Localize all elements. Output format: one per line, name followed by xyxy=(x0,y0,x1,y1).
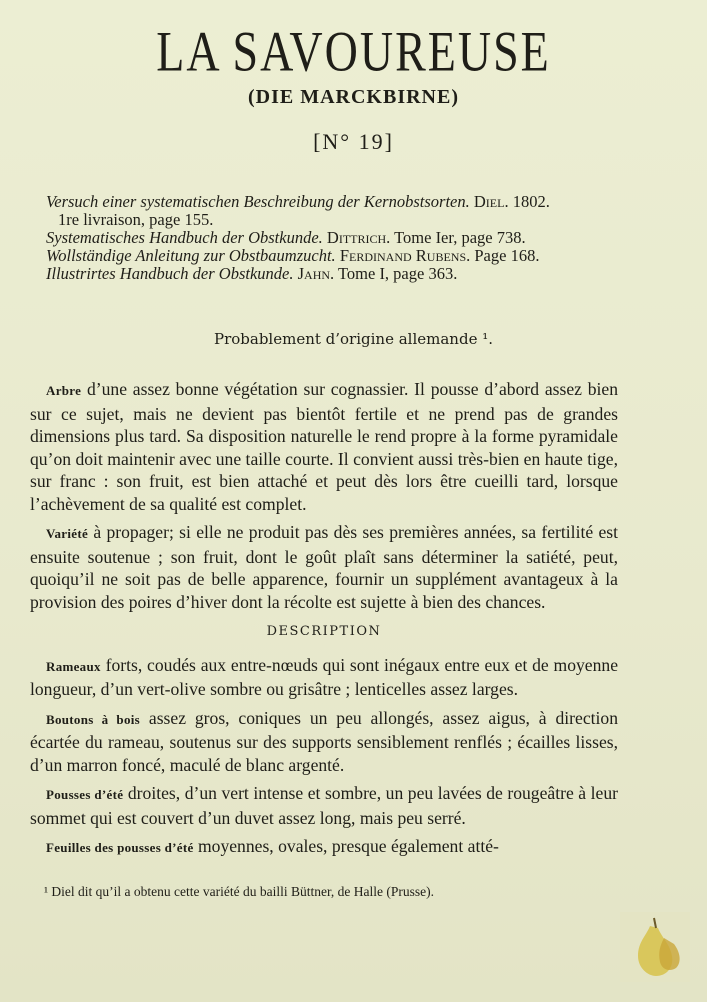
footnote: ¹ Diel dit qu’il a obtenu cette variété du bailli Büttner, de Halle (Prusse). xyxy=(44,884,435,899)
paragraph-boutons: Boutons à bois assez gros, coniques un peu allongés, assez aigus, à direction écartée du rameau, soutenus sur des supports sensiblement renflés ; écailles lisses, d’un marron foncé, maculé de blanc argenté. xyxy=(30,707,618,775)
section-heading: DESCRIPTION xyxy=(266,624,382,639)
paragraph-pousses: Pousses d’été droites, d’un vert intense et sombre, un peu lavées de rougeâtre à leur sommet qui est couvert d’un duvet assez long, mais peu serré. xyxy=(30,783,619,828)
reference-item: Versuch einer systematischen Beschreibung der Kernobstsorten. Diel. 1802. 1re livraison, page 155. xyxy=(46,192,550,229)
body-text xyxy=(30,378,618,866)
paragraph-lead: Pousses d’été xyxy=(46,787,124,802)
paragraph-arbre: Arbre d’une assez bonne végétation sur cognassier. Il pousse d’abord assez bien sur ce sujet, mais ne devient pas bientôt fertile et ne prend pas de grandes dimensions plus tard. Sa disposition naturelle le rend propre à la forme pyramidale qu’on doit maintenir avec une taille courte. Il convient aussi très-bien en haute tige, sur franc : son fruit, est bien attaché et peut dès lors être cueilli tard, lorsque l’achèvement de sa qualité est complet. xyxy=(30,379,618,514)
pear-thumbnail-icon xyxy=(620,912,690,982)
reference-item: Illustrirtes Handbuch der Obstkunde. Jahn. Tome I, page 363. xyxy=(46,264,458,283)
paragraph-lead: Rameaux xyxy=(46,658,101,674)
variety-number: [N° 19] xyxy=(313,129,394,154)
paragraph-feuilles: Feuilles des pousses d’été moyennes, ovales, presque également atté- xyxy=(46,836,499,856)
reference-item: Systematisches Handbuch der Obstkunde. Dittrich. Tome Ier, page 738. xyxy=(46,228,526,247)
paragraph-lead: Variété xyxy=(46,526,89,541)
page-subtitle: (DIE MARCKBIRNE) xyxy=(248,86,459,108)
paragraph-lead: Boutons à bois xyxy=(46,711,141,727)
paragraph-lead: Arbre xyxy=(46,383,82,398)
page-title: LA SAVOUREUSE xyxy=(156,19,551,83)
references-list xyxy=(46,193,666,283)
reference-item: Wollständige Anleitung zur Obstbaumzucht. Ferdinand Rubens. Page 168. xyxy=(46,246,540,265)
paragraph-lead: Feuilles des pousses d’été xyxy=(46,840,194,855)
paragraph-variete: Variété à propager; si elle ne produit pas dès ses premières années, sa fertilité est ensuite soutenue ; son fruit, dont le goût plaît sans déterminer la satiété, peut, quoiqu’il ne soit pas de belle apparence, fournir un supplément avantageux à la provision des poires d’hiver dont la récolte est sujette à bien des chances. xyxy=(30,522,618,612)
origin-line: Probablement d’origine allemande ¹. xyxy=(213,330,494,348)
paragraph-rameaux: Rameaux forts, coudés aux entre-nœuds qui sont inégaux entre eux et de moyenne longueur, d’un vert-olive sombre ou grisâtre ; lenticelles assez larges. xyxy=(30,654,618,699)
